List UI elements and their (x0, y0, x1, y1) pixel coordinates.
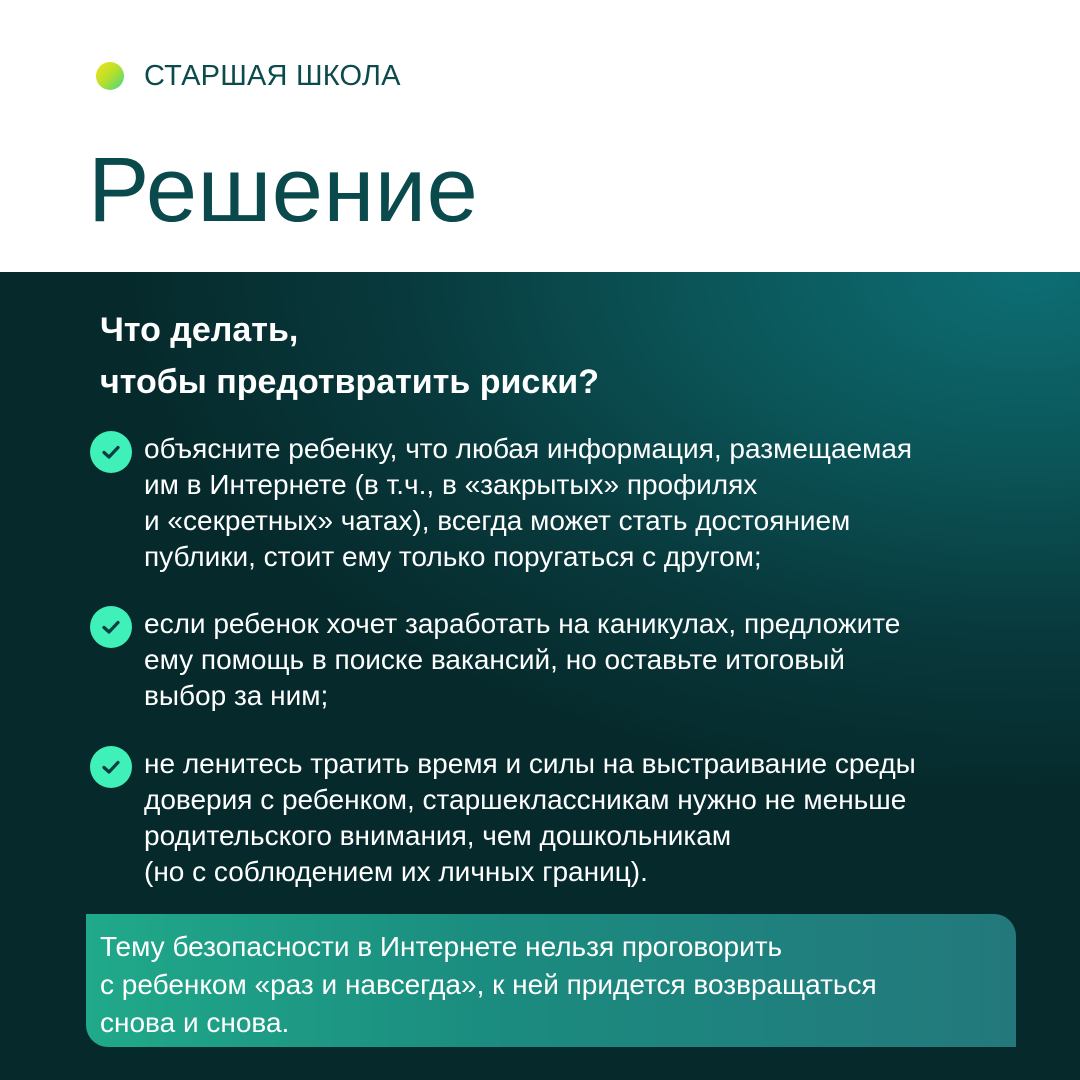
text-line: ему помощь в поиске вакансий, но оставьте итоговый (144, 644, 845, 675)
check-icon (90, 746, 132, 788)
list-item (90, 431, 990, 575)
text-line: если ребенок хочет заработать на каникулах, предложите (144, 608, 901, 639)
check-icon (90, 606, 132, 648)
text-line: объясните ребенку, что любая информация, размещаемая (144, 433, 913, 464)
note-callout (86, 914, 1016, 1047)
text-line: и «секретных» чатах), всегда может стать достоянием (144, 505, 851, 536)
question-line: Что делать, (100, 311, 299, 349)
list-item-text (144, 746, 989, 890)
list-item-text (144, 606, 989, 714)
list-item (90, 746, 990, 890)
question-heading (100, 304, 599, 408)
text-line: родительского внимания, чем дошкольникам (144, 820, 732, 851)
text-line: не ленитесь тратить время и силы на выстраивание среды (144, 748, 916, 779)
text-line: выбор за ним; (144, 680, 329, 711)
text-line: снова и снова. (100, 1007, 290, 1038)
note-text (100, 928, 1000, 1042)
question-line: чтобы предотвратить риски? (100, 363, 599, 401)
list-item-text (144, 431, 989, 575)
text-line: Тему безопасности в Интернете нельзя проговорить (100, 931, 783, 962)
text-line: доверия с ребенком, старшеклассникам нужно не меньше (144, 784, 907, 815)
section-label-row (96, 58, 401, 94)
text-line: с ребенком «раз и навсегда», к ней придется возвращаться (100, 969, 877, 1000)
text-line: публики, стоит ему только поругаться с другом; (144, 541, 762, 572)
text-line: им в Интернете (в т.ч., в «закрытых» профилях (144, 469, 758, 500)
gradient-dot-icon (96, 62, 124, 90)
page-title: Решение (88, 139, 479, 241)
text-line: (но с соблюдением их личных границ). (144, 856, 648, 887)
check-icon (90, 431, 132, 473)
list-item (90, 606, 990, 714)
content-panel (0, 272, 1080, 1080)
section-label: СТАРШАЯ ШКОЛА (144, 59, 401, 92)
header-section (0, 0, 1080, 272)
